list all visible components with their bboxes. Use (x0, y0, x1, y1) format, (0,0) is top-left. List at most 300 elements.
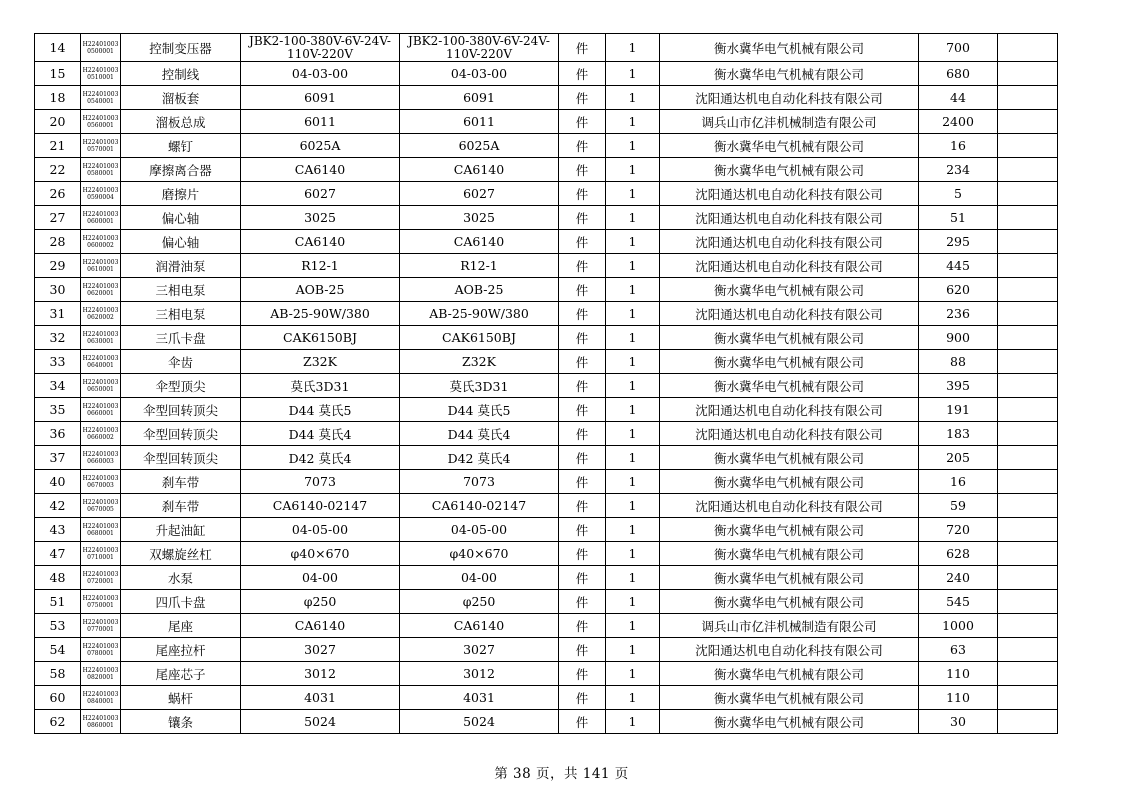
table-row (35, 110, 1058, 134)
unit-price-cell: 545 (919, 590, 998, 614)
unit-cell: 件 (559, 206, 606, 230)
part-name-cell: 磨擦片 (121, 182, 241, 206)
table-row (35, 686, 1058, 710)
model-number-cell: 6011 (400, 110, 559, 134)
model-number-cell: 04-00 (400, 566, 559, 590)
unit-price-cell: 900 (919, 326, 998, 350)
item-code-cell: H22401003 0670005 (81, 494, 121, 518)
table-row (35, 662, 1058, 686)
supplier-name-cell: 沈阳通达机电自动化科技有限公司 (660, 206, 919, 230)
row-number-cell: 58 (35, 662, 81, 686)
item-code-cell: H22401003 0670003 (81, 470, 121, 494)
row-number-cell: 29 (35, 254, 81, 278)
supplier-name-cell: 沈阳通达机电自动化科技有限公司 (660, 230, 919, 254)
row-number-cell: 32 (35, 326, 81, 350)
supplier-name-cell: 衡水冀华电气机械有限公司 (660, 374, 919, 398)
item-code-cell: H22401003 0750001 (81, 590, 121, 614)
item-code-cell: H22401003 0710001 (81, 542, 121, 566)
specification-cell: CA6140-02147 (241, 494, 400, 518)
quantity-cell: 1 (606, 182, 660, 206)
unit-price-cell: 2400 (919, 110, 998, 134)
specification-cell: Z32K (241, 350, 400, 374)
model-number-cell: R12-1 (400, 254, 559, 278)
quantity-cell: 1 (606, 206, 660, 230)
remark-cell (998, 134, 1058, 158)
part-name-cell: 偏心轴 (121, 230, 241, 254)
table-row (35, 158, 1058, 182)
model-number-cell: D44 莫氏4 (400, 422, 559, 446)
part-name-cell: 控制变压器 (121, 34, 241, 62)
remark-cell (998, 590, 1058, 614)
model-number-cell: Z32K (400, 350, 559, 374)
table-row (35, 398, 1058, 422)
page-number: 第 38 页，共 141 页 (494, 766, 629, 782)
item-code-cell: H22401003 0660002 (81, 422, 121, 446)
item-code-cell: H22401003 0600002 (81, 230, 121, 254)
remark-cell (998, 86, 1058, 110)
specification-cell: CA6140 (241, 614, 400, 638)
item-code-cell: H22401003 0560001 (81, 110, 121, 134)
unit-cell: 件 (559, 446, 606, 470)
unit-cell: 件 (559, 86, 606, 110)
supplier-name-cell: 衡水冀华电气机械有限公司 (660, 566, 919, 590)
unit-cell: 件 (559, 686, 606, 710)
specification-cell: 04-00 (241, 566, 400, 590)
item-code-cell: H22401003 0660003 (81, 446, 121, 470)
unit-price-cell: 1000 (919, 614, 998, 638)
unit-cell: 件 (559, 710, 606, 734)
quantity-cell: 1 (606, 638, 660, 662)
item-code-cell: H22401003 0840001 (81, 686, 121, 710)
table-row (35, 206, 1058, 230)
table-row (35, 326, 1058, 350)
remark-cell (998, 374, 1058, 398)
supplier-name-cell: 沈阳通达机电自动化科技有限公司 (660, 182, 919, 206)
specification-cell: D44 莫氏4 (241, 422, 400, 446)
remark-cell (998, 566, 1058, 590)
part-name-cell: 伞型顶尖 (121, 374, 241, 398)
unit-price-cell: 395 (919, 374, 998, 398)
supplier-name-cell: 沈阳通达机电自动化科技有限公司 (660, 86, 919, 110)
specification-cell: 6025A (241, 134, 400, 158)
unit-price-cell: 234 (919, 158, 998, 182)
specification-cell: 04-03-00 (241, 62, 400, 86)
table-row (35, 422, 1058, 446)
supplier-name-cell: 衡水冀华电气机械有限公司 (660, 158, 919, 182)
item-code-cell: H22401003 0640001 (81, 350, 121, 374)
remark-cell (998, 542, 1058, 566)
quantity-cell: 1 (606, 62, 660, 86)
part-name-cell: 刹车带 (121, 470, 241, 494)
table-row (35, 230, 1058, 254)
row-number-cell: 30 (35, 278, 81, 302)
supplier-name-cell: 调兵山市亿沣机械制造有限公司 (660, 614, 919, 638)
model-number-cell: 3025 (400, 206, 559, 230)
model-number-cell: φ250 (400, 590, 559, 614)
specification-cell: 3012 (241, 662, 400, 686)
row-number-cell: 28 (35, 230, 81, 254)
table-row (35, 710, 1058, 734)
supplier-name-cell: 衡水冀华电气机械有限公司 (660, 686, 919, 710)
row-number-cell: 21 (35, 134, 81, 158)
remark-cell (998, 686, 1058, 710)
row-number-cell: 60 (35, 686, 81, 710)
specification-cell: 4031 (241, 686, 400, 710)
unit-price-cell: 445 (919, 254, 998, 278)
item-code-cell: H22401003 0590004 (81, 182, 121, 206)
quantity-cell: 1 (606, 374, 660, 398)
part-name-cell: 三相电泵 (121, 278, 241, 302)
model-number-cell: 3012 (400, 662, 559, 686)
model-number-cell: 4031 (400, 686, 559, 710)
unit-price-cell: 88 (919, 350, 998, 374)
unit-cell: 件 (559, 326, 606, 350)
remark-cell (998, 494, 1058, 518)
unit-price-cell: 44 (919, 86, 998, 110)
supplier-name-cell: 调兵山市亿沣机械制造有限公司 (660, 110, 919, 134)
remark-cell (998, 326, 1058, 350)
part-name-cell: 螺钉 (121, 134, 241, 158)
row-number-cell: 43 (35, 518, 81, 542)
row-number-cell: 18 (35, 86, 81, 110)
unit-cell: 件 (559, 34, 606, 62)
quantity-cell: 1 (606, 230, 660, 254)
row-number-cell: 15 (35, 62, 81, 86)
specification-cell: 3025 (241, 206, 400, 230)
row-number-cell: 26 (35, 182, 81, 206)
row-number-cell: 22 (35, 158, 81, 182)
row-number-cell: 35 (35, 398, 81, 422)
quantity-cell: 1 (606, 422, 660, 446)
remark-cell (998, 518, 1058, 542)
part-name-cell: 偏心轴 (121, 206, 241, 230)
model-number-cell: CA6140 (400, 614, 559, 638)
model-number-cell: φ40×670 (400, 542, 559, 566)
row-number-cell: 40 (35, 470, 81, 494)
supplier-name-cell: 衡水冀华电气机械有限公司 (660, 662, 919, 686)
specification-cell: φ250 (241, 590, 400, 614)
quantity-cell: 1 (606, 86, 660, 110)
supplier-name-cell: 沈阳通达机电自动化科技有限公司 (660, 302, 919, 326)
model-number-cell: AB-25-90W/380 (400, 302, 559, 326)
specification-cell: CA6140 (241, 158, 400, 182)
table-row (35, 614, 1058, 638)
quantity-cell: 1 (606, 326, 660, 350)
unit-cell: 件 (559, 566, 606, 590)
part-name-cell: 控制线 (121, 62, 241, 86)
remark-cell (998, 422, 1058, 446)
specification-cell: 6011 (241, 110, 400, 134)
item-code-cell: H22401003 0510001 (81, 62, 121, 86)
row-number-cell: 47 (35, 542, 81, 566)
supplier-name-cell: 沈阳通达机电自动化科技有限公司 (660, 494, 919, 518)
item-code-cell: H22401003 0860001 (81, 710, 121, 734)
specification-cell: 6091 (241, 86, 400, 110)
item-code-cell: H22401003 0820001 (81, 662, 121, 686)
unit-price-cell: 110 (919, 662, 998, 686)
quantity-cell: 1 (606, 614, 660, 638)
quantity-cell: 1 (606, 470, 660, 494)
row-number-cell: 20 (35, 110, 81, 134)
supplier-name-cell: 衡水冀华电气机械有限公司 (660, 134, 919, 158)
row-number-cell: 14 (35, 34, 81, 62)
specification-cell: 7073 (241, 470, 400, 494)
remark-cell (998, 34, 1058, 62)
item-code-cell: H22401003 0780001 (81, 638, 121, 662)
remark-cell (998, 446, 1058, 470)
part-name-cell: 尾座拉杆 (121, 638, 241, 662)
unit-price-cell: 51 (919, 206, 998, 230)
table-row (35, 278, 1058, 302)
specification-cell: CAK6150BJ (241, 326, 400, 350)
quantity-cell: 1 (606, 158, 660, 182)
quantity-cell: 1 (606, 590, 660, 614)
table-row (35, 350, 1058, 374)
item-code-cell: H22401003 0620001 (81, 278, 121, 302)
supplier-name-cell: 衡水冀华电气机械有限公司 (660, 710, 919, 734)
model-number-cell: 7073 (400, 470, 559, 494)
unit-cell: 件 (559, 590, 606, 614)
specification-cell: JBK2-100-380V-6V-24V-110V-220V (241, 34, 400, 62)
item-code-cell: H22401003 0770001 (81, 614, 121, 638)
model-number-cell: JBK2-100-380V-6V-24V-110V-220V (400, 34, 559, 62)
model-number-cell: 6025A (400, 134, 559, 158)
item-code-cell: H22401003 0660001 (81, 398, 121, 422)
remark-cell (998, 662, 1058, 686)
specification-cell: AB-25-90W/380 (241, 302, 400, 326)
row-number-cell: 48 (35, 566, 81, 590)
row-number-cell: 53 (35, 614, 81, 638)
quantity-cell: 1 (606, 302, 660, 326)
item-code-cell: H22401003 0720001 (81, 566, 121, 590)
table-row (35, 518, 1058, 542)
supplier-name-cell: 沈阳通达机电自动化科技有限公司 (660, 422, 919, 446)
unit-cell: 件 (559, 374, 606, 398)
part-name-cell: 四爪卡盘 (121, 590, 241, 614)
model-number-cell: 5024 (400, 710, 559, 734)
unit-price-cell: 30 (919, 710, 998, 734)
remark-cell (998, 710, 1058, 734)
unit-cell: 件 (559, 638, 606, 662)
remark-cell (998, 158, 1058, 182)
unit-price-cell: 16 (919, 134, 998, 158)
specification-cell: 5024 (241, 710, 400, 734)
quantity-cell: 1 (606, 134, 660, 158)
unit-cell: 件 (559, 110, 606, 134)
part-name-cell: 摩擦离合器 (121, 158, 241, 182)
remark-cell (998, 206, 1058, 230)
part-name-cell: 尾座 (121, 614, 241, 638)
specification-cell: 3027 (241, 638, 400, 662)
part-name-cell: 三爪卡盘 (121, 326, 241, 350)
remark-cell (998, 230, 1058, 254)
part-name-cell: 三相电泵 (121, 302, 241, 326)
specification-cell: D42 莫氏4 (241, 446, 400, 470)
specification-cell: 莫氏3D31 (241, 374, 400, 398)
supplier-name-cell: 沈阳通达机电自动化科技有限公司 (660, 254, 919, 278)
supplier-name-cell: 沈阳通达机电自动化科技有限公司 (660, 398, 919, 422)
unit-price-cell: 680 (919, 62, 998, 86)
model-number-cell: CA6140 (400, 230, 559, 254)
unit-cell: 件 (559, 470, 606, 494)
remark-cell (998, 254, 1058, 278)
model-number-cell: AOB-25 (400, 278, 559, 302)
item-code-cell: H22401003 0680001 (81, 518, 121, 542)
unit-cell: 件 (559, 302, 606, 326)
specification-cell: R12-1 (241, 254, 400, 278)
unit-cell: 件 (559, 422, 606, 446)
unit-price-cell: 191 (919, 398, 998, 422)
row-number-cell: 62 (35, 710, 81, 734)
quantity-cell: 1 (606, 350, 660, 374)
table-row (35, 134, 1058, 158)
quantity-cell: 1 (606, 34, 660, 62)
unit-price-cell: 236 (919, 302, 998, 326)
quantity-cell: 1 (606, 278, 660, 302)
item-code-cell: H22401003 0540001 (81, 86, 121, 110)
unit-price-cell: 183 (919, 422, 998, 446)
part-name-cell: 升起油缸 (121, 518, 241, 542)
model-number-cell: CAK6150BJ (400, 326, 559, 350)
part-name-cell: 尾座芯子 (121, 662, 241, 686)
supplier-name-cell: 衡水冀华电气机械有限公司 (660, 326, 919, 350)
model-number-cell: 3027 (400, 638, 559, 662)
quantity-cell: 1 (606, 494, 660, 518)
part-name-cell: 伞型回转顶尖 (121, 398, 241, 422)
table-row (35, 494, 1058, 518)
part-name-cell: 刹车带 (121, 494, 241, 518)
quantity-cell: 1 (606, 518, 660, 542)
remark-cell (998, 470, 1058, 494)
unit-price-cell: 620 (919, 278, 998, 302)
supplier-name-cell: 衡水冀华电气机械有限公司 (660, 62, 919, 86)
unit-price-cell: 628 (919, 542, 998, 566)
row-number-cell: 31 (35, 302, 81, 326)
unit-cell: 件 (559, 350, 606, 374)
unit-price-cell: 240 (919, 566, 998, 590)
table-row (35, 62, 1058, 86)
unit-price-cell: 59 (919, 494, 998, 518)
unit-cell: 件 (559, 278, 606, 302)
unit-cell: 件 (559, 542, 606, 566)
table-row (35, 446, 1058, 470)
table-row (35, 182, 1058, 206)
row-number-cell: 36 (35, 422, 81, 446)
model-number-cell: 莫氏3D31 (400, 374, 559, 398)
unit-cell: 件 (559, 614, 606, 638)
unit-price-cell: 63 (919, 638, 998, 662)
part-name-cell: 镶条 (121, 710, 241, 734)
unit-price-cell: 5 (919, 182, 998, 206)
model-number-cell: D42 莫氏4 (400, 446, 559, 470)
part-name-cell: 润滑油泵 (121, 254, 241, 278)
remark-cell (998, 302, 1058, 326)
remark-cell (998, 110, 1058, 134)
item-code-cell: H22401003 0580001 (81, 158, 121, 182)
remark-cell (998, 398, 1058, 422)
remark-cell (998, 182, 1058, 206)
quantity-cell: 1 (606, 710, 660, 734)
table-row (35, 566, 1058, 590)
item-code-cell: H22401003 0620002 (81, 302, 121, 326)
specification-cell: φ40×670 (241, 542, 400, 566)
row-number-cell: 33 (35, 350, 81, 374)
unit-cell: 件 (559, 62, 606, 86)
unit-cell: 件 (559, 398, 606, 422)
part-name-cell: 水泵 (121, 566, 241, 590)
remark-cell (998, 62, 1058, 86)
unit-price-cell: 16 (919, 470, 998, 494)
table-row (35, 254, 1058, 278)
table-row (35, 470, 1058, 494)
part-name-cell: 溜板套 (121, 86, 241, 110)
specification-cell: AOB-25 (241, 278, 400, 302)
unit-cell: 件 (559, 518, 606, 542)
part-name-cell: 溜板总成 (121, 110, 241, 134)
row-number-cell: 51 (35, 590, 81, 614)
item-code-cell: H22401003 0630001 (81, 326, 121, 350)
part-name-cell: 伞型回转顶尖 (121, 422, 241, 446)
unit-cell: 件 (559, 254, 606, 278)
model-number-cell: 6027 (400, 182, 559, 206)
row-number-cell: 34 (35, 374, 81, 398)
row-number-cell: 27 (35, 206, 81, 230)
part-name-cell: 蜗杆 (121, 686, 241, 710)
unit-price-cell: 295 (919, 230, 998, 254)
unit-price-cell: 700 (919, 34, 998, 62)
supplier-name-cell: 沈阳通达机电自动化科技有限公司 (660, 638, 919, 662)
part-name-cell: 双螺旋丝杠 (121, 542, 241, 566)
row-number-cell: 54 (35, 638, 81, 662)
table-row (35, 374, 1058, 398)
specification-cell: 04-05-00 (241, 518, 400, 542)
quantity-cell: 1 (606, 566, 660, 590)
remark-cell (998, 614, 1058, 638)
item-code-cell: H22401003 0600001 (81, 206, 121, 230)
part-name-cell: 伞齿 (121, 350, 241, 374)
remark-cell (998, 638, 1058, 662)
unit-cell: 件 (559, 494, 606, 518)
model-number-cell: CA6140 (400, 158, 559, 182)
quantity-cell: 1 (606, 398, 660, 422)
supplier-name-cell: 衡水冀华电气机械有限公司 (660, 278, 919, 302)
row-number-cell: 37 (35, 446, 81, 470)
quantity-cell: 1 (606, 542, 660, 566)
model-number-cell: 04-05-00 (400, 518, 559, 542)
quantity-cell: 1 (606, 110, 660, 134)
remark-cell (998, 350, 1058, 374)
quantity-cell: 1 (606, 662, 660, 686)
quantity-cell: 1 (606, 686, 660, 710)
table-row (35, 302, 1058, 326)
unit-cell: 件 (559, 158, 606, 182)
quantity-cell: 1 (606, 446, 660, 470)
supplier-name-cell: 衡水冀华电气机械有限公司 (660, 518, 919, 542)
model-number-cell: D44 莫氏5 (400, 398, 559, 422)
supplier-name-cell: 衡水冀华电气机械有限公司 (660, 350, 919, 374)
item-code-cell: H22401003 0500001 (81, 34, 121, 62)
supplier-name-cell: 衡水冀华电气机械有限公司 (660, 542, 919, 566)
table-row (35, 542, 1058, 566)
supplier-name-cell: 衡水冀华电气机械有限公司 (660, 446, 919, 470)
item-code-cell: H22401003 0610001 (81, 254, 121, 278)
table-row (35, 638, 1058, 662)
unit-cell: 件 (559, 134, 606, 158)
row-number-cell: 42 (35, 494, 81, 518)
model-number-cell: 04-03-00 (400, 62, 559, 86)
unit-price-cell: 720 (919, 518, 998, 542)
table-row (35, 86, 1058, 110)
